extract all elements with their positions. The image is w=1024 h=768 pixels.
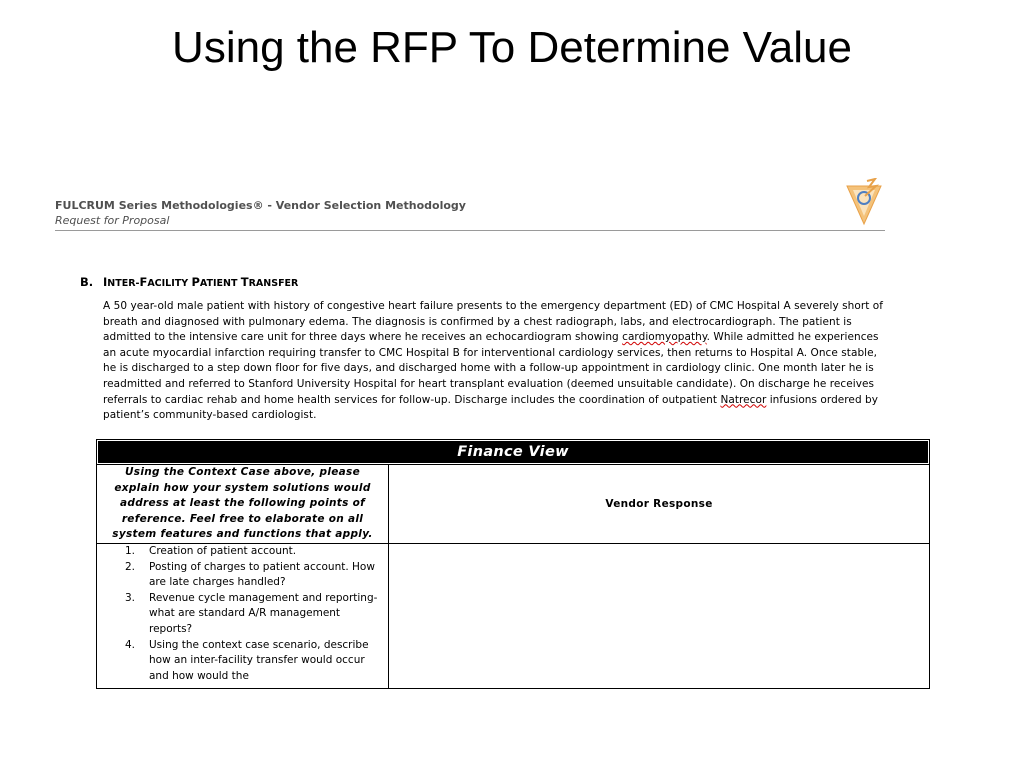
section-title-initial-3: P xyxy=(191,275,200,289)
instruction-text: Using the Context Case above, please explain how your system solutions would address at least the following points of reference. Feel free to elaborate on all system features and functions that apply. xyxy=(112,466,373,541)
list-item-text: Creation of patient account. xyxy=(149,545,297,557)
list-item-number: 1. xyxy=(125,545,136,557)
reference-points-list xyxy=(97,544,388,684)
case-text-part-1: A 50 year-old male patient with history of congestive heart failure presents to the emergency department (ED) of CMC Hospital A severely short of breath and diagnosed with pulmonary edema. The diagnosis is confirmed by a chest radiograph, labs, and electrocardiograph. The patient is admitted to the intensive care unit for three days where he receives an echocardiogram showing xyxy=(103,300,884,344)
case-text-part-3: infusions ordered by patient’s community-based cardiologist. xyxy=(103,393,879,422)
vendor-response-cell xyxy=(389,544,929,689)
section-title-initial-4: T xyxy=(240,275,249,289)
list-item-text: Revenue cycle management and reporting- what are standard A/R management reports? xyxy=(149,591,378,635)
list-item-text: Posting of charges to patient account. How are late charges handled? xyxy=(149,560,375,589)
vendor-response-header-cell xyxy=(389,465,929,543)
document-header-subtitle: Request for Proposal xyxy=(55,214,170,227)
case-text-spellcheck-word-2: Natrecor xyxy=(720,393,767,406)
section-title-initial-2: F xyxy=(139,275,148,289)
document-header xyxy=(55,198,885,231)
reference-points-cell xyxy=(97,544,389,689)
section-letter: B. xyxy=(80,275,94,289)
section-heading xyxy=(80,275,298,291)
list-item-number: 4. xyxy=(125,638,136,651)
list-item-number: 3. xyxy=(125,591,136,604)
case-text-part-2: . While admitted he experiences an acute myocardial infarction requiring transfer to CMC Hospital B for interventional cardiology services, then returns to Hospital A. Once stable, he is discharged to a step down floor for five days, and discharged home with a follow-up appointment in cardiology clinic. One month later he is readmitted and referred to Stanford University Hospital for heart transplant evaluation (deemed unsuitable candidate). On discharge he receives referrals to cardiac rehab and home health services for follow-up. Discharge includes the coordination of outpatient xyxy=(103,331,879,406)
vendor-response-header: Vendor Response xyxy=(605,498,713,510)
section-title-rest-3: ATIENT xyxy=(199,278,241,289)
table-body-row xyxy=(97,544,929,689)
finance-view-table xyxy=(96,439,930,689)
instruction-cell xyxy=(97,465,389,543)
list-item-text: Using the context case scenario, describe how an inter-facility transfer would occur and how would the xyxy=(149,638,369,682)
list-item xyxy=(97,591,388,638)
finance-view-title: Finance View xyxy=(98,441,928,463)
document-header-title: FULCRUM Series Methodologies® - Vendor Selection Methodology xyxy=(55,199,466,212)
case-text-spellcheck-word-1: cardiomyopathy xyxy=(622,331,707,344)
section-title-rest-2: ACILITY xyxy=(147,278,192,289)
slide-title: Using the RFP To Determine Value xyxy=(172,23,852,72)
list-item-number: 2. xyxy=(125,560,136,573)
fulcrum-logo-icon xyxy=(845,178,883,226)
list-item xyxy=(97,638,388,685)
list-item xyxy=(97,560,388,591)
section-title-initial-1: I xyxy=(103,275,108,289)
context-case-paragraph xyxy=(103,299,885,424)
section-title-rest-1: NTER- xyxy=(107,278,140,289)
list-item xyxy=(97,544,388,560)
section-title-rest-4: RANSFER xyxy=(248,278,299,289)
table-header-row xyxy=(97,464,929,544)
